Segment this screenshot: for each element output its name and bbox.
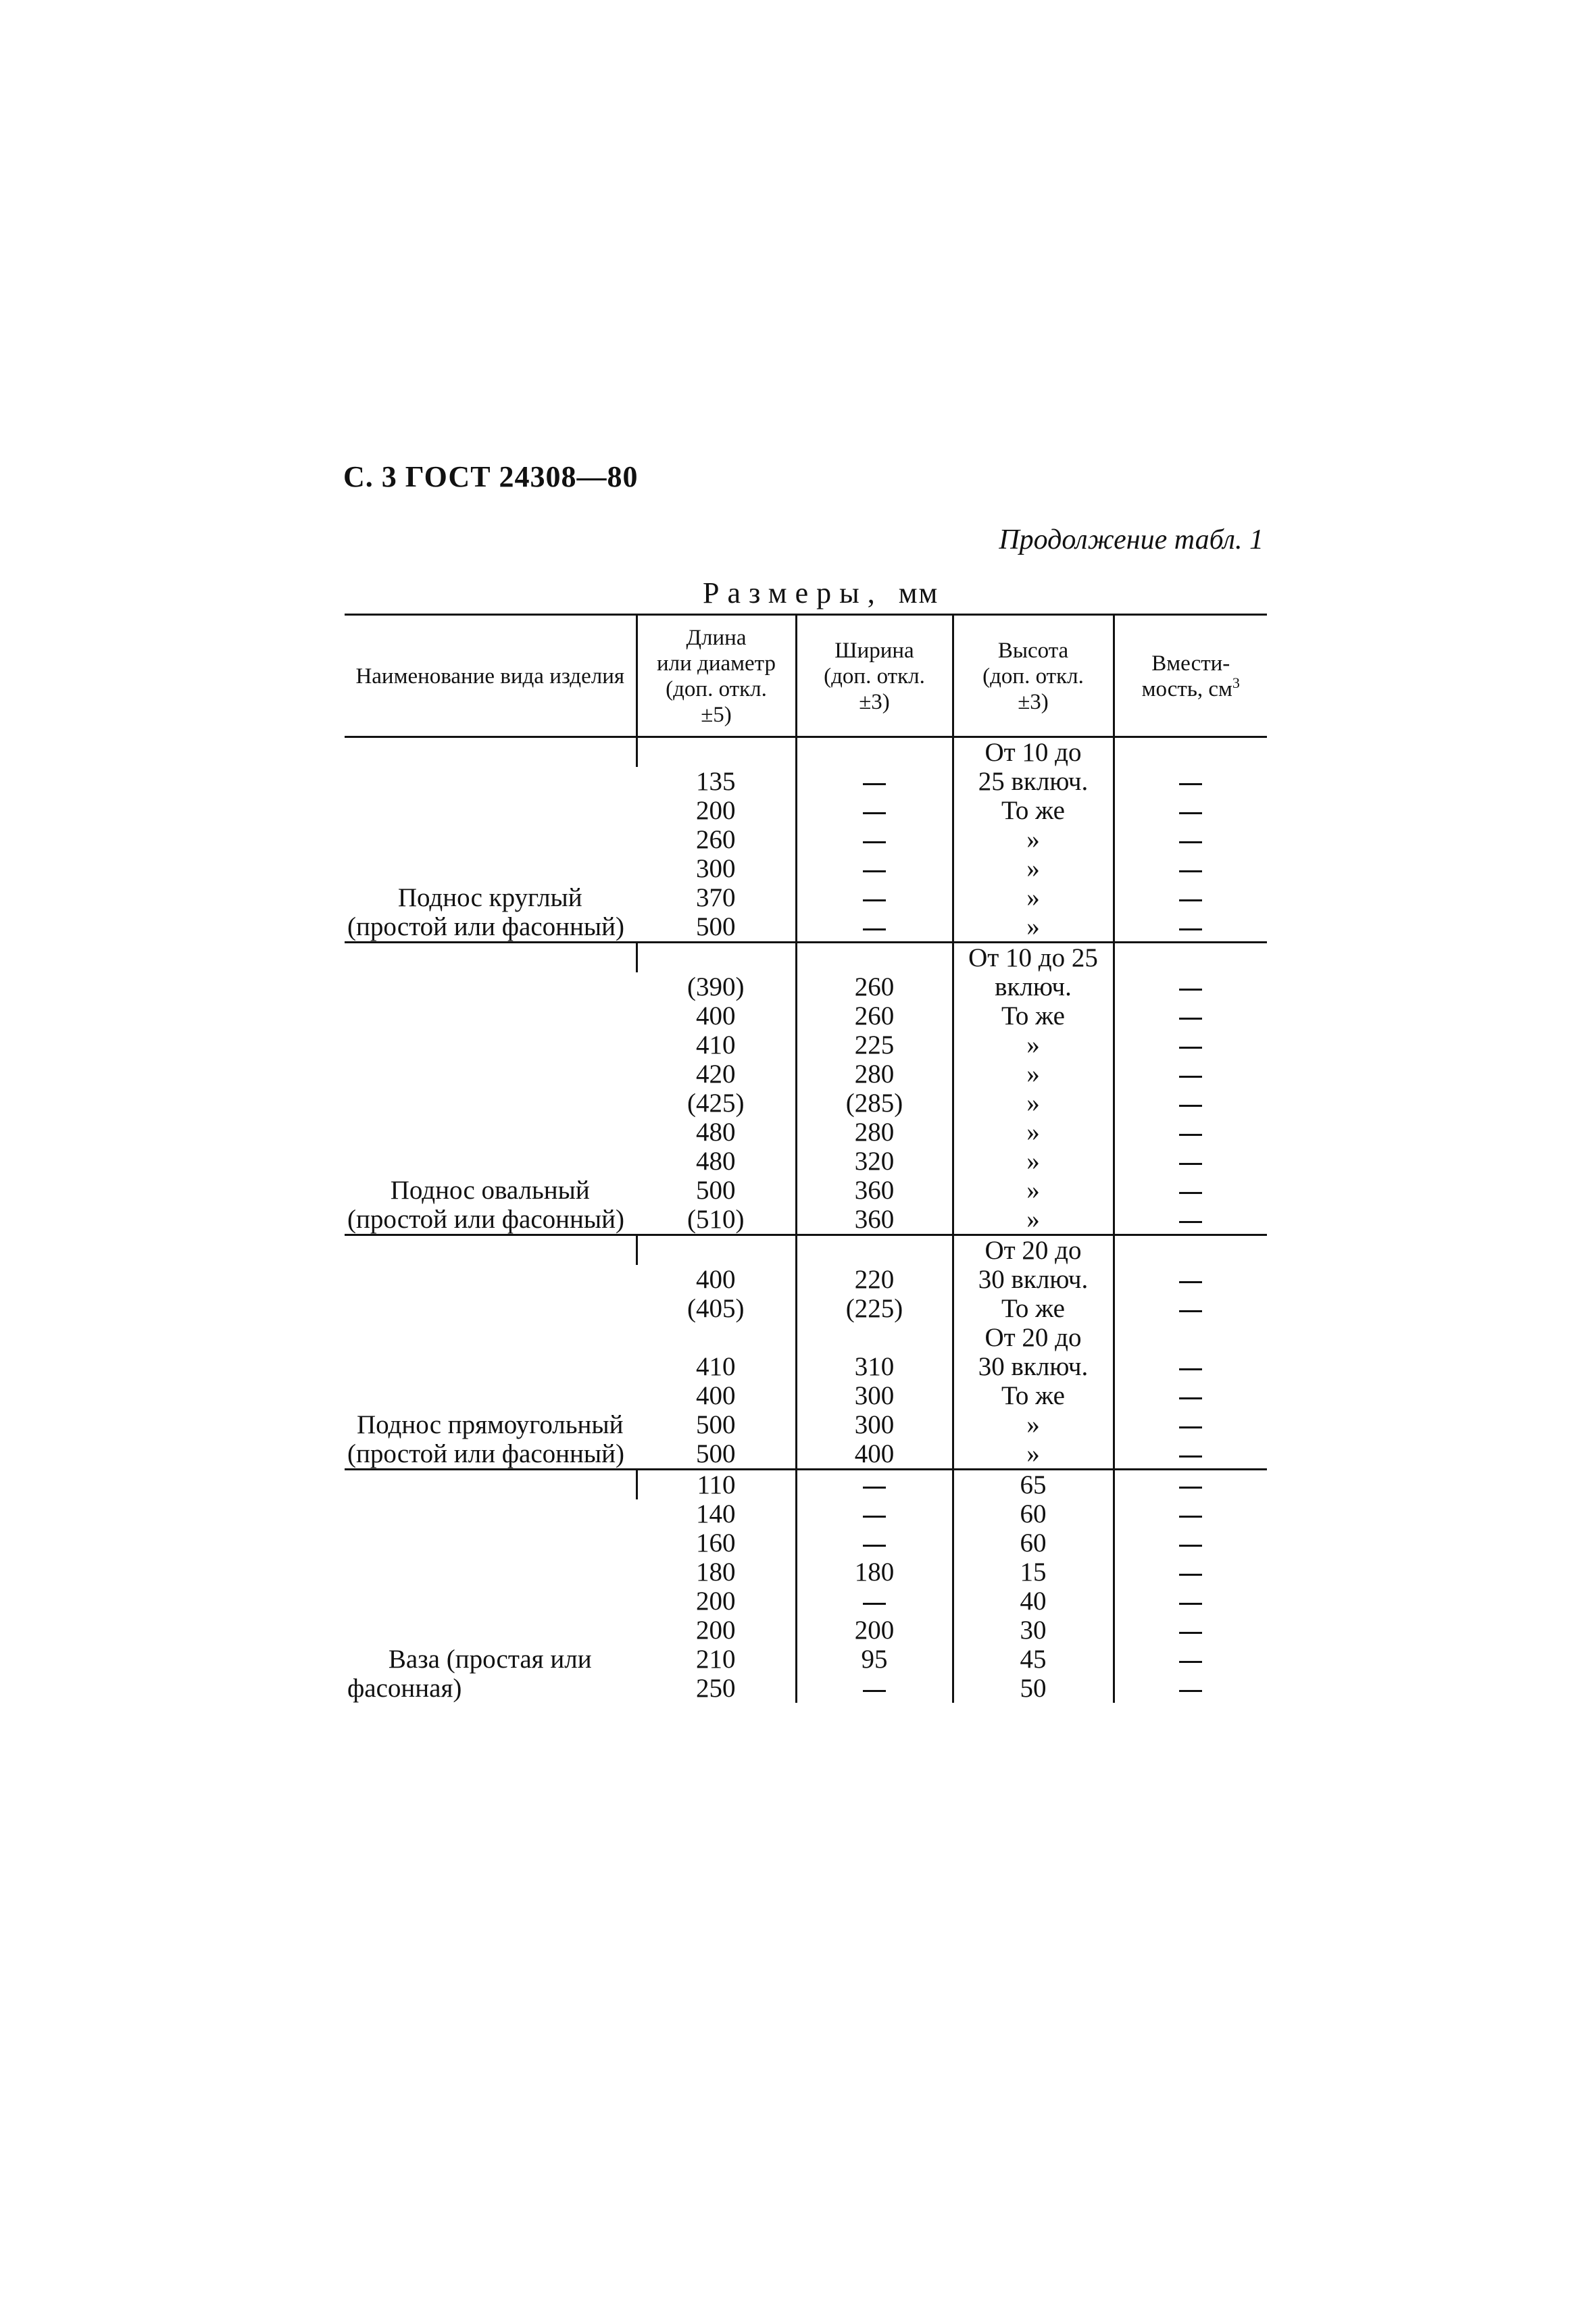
table-header — [345, 615, 1267, 737]
col-header-height-l3: ±3) — [1018, 690, 1049, 714]
col-header-length — [637, 615, 796, 737]
dash-mark — [1179, 1661, 1202, 1663]
cell-height: То же — [953, 1001, 1114, 1030]
cell-height: » — [953, 1205, 1114, 1235]
cell-height: От 20 до — [953, 1235, 1114, 1266]
dash-mark — [1179, 1281, 1202, 1283]
col-header-capacity-l1: Вмести- — [1151, 651, 1230, 676]
cell-height: » — [953, 1410, 1114, 1439]
dash-mark — [1179, 1105, 1202, 1107]
dash-mark — [1179, 989, 1202, 991]
cell-width: 300 — [796, 1381, 953, 1410]
cell-capacity — [1114, 1147, 1267, 1176]
cell-height: » — [953, 1060, 1114, 1089]
dimensions-caption — [703, 576, 939, 610]
dash-mark — [863, 1487, 886, 1489]
product-group — [345, 1235, 1267, 1470]
product-group — [345, 1470, 1267, 1703]
cell-length — [637, 737, 796, 768]
cell-capacity — [1114, 1528, 1267, 1558]
cell-capacity — [1114, 1089, 1267, 1118]
cell-height: 40 — [953, 1587, 1114, 1616]
col-header-length-l3: (доп. откл. — [666, 677, 767, 701]
dash-mark — [1179, 1487, 1202, 1489]
cell-capacity — [1114, 883, 1267, 912]
cell-width — [796, 1528, 953, 1558]
cell-capacity — [1114, 912, 1267, 943]
cell-width: 300 — [796, 1410, 953, 1439]
cell-height: 25 включ. — [953, 767, 1114, 796]
cell-capacity — [1114, 972, 1267, 1001]
table-row — [345, 1470, 1267, 1500]
cell-height: » — [953, 825, 1114, 854]
cell-length: 400 — [696, 1001, 736, 1030]
cell-height: От 10 до 25 — [953, 943, 1114, 973]
dimensions-unit: мм — [898, 576, 939, 609]
col-header-name-text: Наименование вида изделия — [355, 664, 625, 689]
cell-height: 15 — [953, 1558, 1114, 1587]
cell-height: » — [953, 1439, 1114, 1470]
cell-width: 260 — [796, 972, 953, 1001]
dash-mark — [863, 899, 886, 901]
dash-mark — [1179, 1076, 1202, 1078]
cell-width — [796, 1499, 953, 1528]
cell-capacity — [1114, 1205, 1267, 1235]
product-group — [345, 943, 1267, 1235]
cell-height: 60 — [953, 1499, 1114, 1528]
dimensions-table — [345, 614, 1267, 1703]
table-row — [345, 943, 1267, 973]
cell-width — [796, 943, 953, 973]
cell-capacity — [1114, 1265, 1267, 1294]
cell-height: 30 — [953, 1616, 1114, 1645]
dash-mark — [1179, 870, 1202, 872]
cell-capacity — [1114, 1323, 1267, 1352]
cell-width — [796, 1235, 953, 1266]
cell-height: 50 — [953, 1674, 1114, 1703]
cell-height: 60 — [953, 1528, 1114, 1558]
dash-mark — [863, 841, 886, 843]
cell-capacity — [1114, 1030, 1267, 1060]
cell-height: 30 включ. — [953, 1265, 1114, 1294]
page-reference: С. 3 ГОСТ 24308—80 — [343, 460, 639, 493]
dash-mark — [1179, 1603, 1202, 1605]
col-header-length-l4: ±5) — [701, 703, 732, 727]
header-row — [345, 615, 1267, 737]
product-name: Ваза (простая или фасонная) — [347, 1645, 592, 1703]
dash-mark — [1179, 841, 1202, 843]
cell-length: 400 — [696, 1381, 736, 1410]
product-group — [345, 737, 1267, 943]
col-header-length-l1: Длина — [686, 626, 747, 650]
cell-height: » — [953, 1176, 1114, 1205]
col-header-height-l2: (доп. откл. — [982, 664, 1084, 689]
cell-length: 480 — [696, 1118, 736, 1147]
table-row — [345, 1235, 1267, 1266]
dash-mark — [1179, 1455, 1202, 1458]
cell-height: От 20 до — [953, 1323, 1114, 1352]
dash-mark — [1179, 1018, 1202, 1020]
col-header-width-l2: (доп. откл. — [824, 664, 925, 689]
col-header-width-l1: Ширина — [834, 639, 914, 663]
dash-mark — [1179, 928, 1202, 930]
cell-capacity — [1114, 1558, 1267, 1587]
cell-capacity — [1114, 943, 1267, 973]
col-header-height-l1: Высота — [997, 639, 1069, 663]
cell-height: То же — [953, 1381, 1114, 1410]
cell-width: 180 — [796, 1558, 953, 1587]
cell-width — [796, 1674, 953, 1703]
cell-length — [637, 1323, 796, 1352]
cell-width — [796, 796, 953, 825]
product-name: Поднос прямоугольный (простой или фасонный) — [347, 1410, 624, 1468]
cell-height: 30 включ. — [953, 1352, 1114, 1381]
cell-capacity — [1114, 1235, 1267, 1266]
cell-capacity — [1114, 767, 1267, 796]
cell-length: 140 — [696, 1499, 736, 1528]
dash-mark — [1179, 1310, 1202, 1312]
cell-length: 110 — [637, 1470, 796, 1500]
cell-width: 95 — [796, 1645, 953, 1674]
cell-height: » — [953, 1089, 1114, 1118]
cell-width: 200 — [796, 1616, 953, 1645]
cell-height: » — [953, 1030, 1114, 1060]
cell-width — [796, 767, 953, 796]
cell-length: 210 — [696, 1645, 736, 1674]
cell-height: От 10 до — [953, 737, 1114, 768]
product-name: Поднос овальный (простой или фасонный) — [347, 1176, 624, 1234]
dash-mark — [1179, 1368, 1202, 1370]
cell-height: 65 — [953, 1470, 1114, 1500]
cell-width: 225 — [796, 1030, 953, 1060]
cell-length: (390) — [687, 972, 745, 1001]
cell-width: 280 — [796, 1118, 953, 1147]
col-header-width-l3: ±3) — [859, 690, 890, 714]
col-header-height — [953, 615, 1114, 737]
cell-capacity — [1114, 1176, 1267, 1205]
cell-height: » — [953, 854, 1114, 883]
col-header-capacity — [1114, 615, 1267, 737]
cell-capacity — [1114, 1499, 1267, 1528]
cell-capacity — [1114, 796, 1267, 825]
dash-mark — [863, 1545, 886, 1547]
cell-capacity — [1114, 737, 1267, 768]
dash-mark — [1179, 812, 1202, 814]
cell-capacity — [1114, 1410, 1267, 1439]
cell-height: » — [953, 1118, 1114, 1147]
cell-width: 360 — [796, 1176, 953, 1205]
cell-height: То же — [953, 796, 1114, 825]
cell-length: 410 — [696, 1352, 736, 1381]
cell-capacity — [1114, 1352, 1267, 1381]
cell-length — [637, 943, 796, 973]
dash-mark — [1179, 1134, 1202, 1136]
cell-width: 360 — [796, 1205, 953, 1235]
cell-length: 420 — [696, 1060, 736, 1089]
cell-width — [796, 737, 953, 768]
cell-length: 500 — [696, 1439, 736, 1468]
dash-mark — [863, 1690, 886, 1692]
cell-capacity — [1114, 1118, 1267, 1147]
cell-capacity — [1114, 1060, 1267, 1089]
cell-height: 45 — [953, 1645, 1114, 1674]
dash-mark — [1179, 1163, 1202, 1165]
cell-capacity — [1114, 1645, 1267, 1674]
cell-height: » — [953, 883, 1114, 912]
cell-capacity — [1114, 1001, 1267, 1030]
cell-width: 310 — [796, 1352, 953, 1381]
dash-mark — [863, 783, 886, 785]
dash-mark — [1179, 1192, 1202, 1194]
cell-length: 480 — [696, 1147, 736, 1176]
cell-height: То же — [953, 1294, 1114, 1323]
cell-length: 410 — [696, 1030, 736, 1060]
cell-width: 400 — [796, 1439, 953, 1470]
table-row — [345, 737, 1267, 768]
cell-capacity — [1114, 1470, 1267, 1500]
cell-length: 400 — [696, 1265, 736, 1294]
cell-width: 260 — [796, 1001, 953, 1030]
cell-length — [637, 1235, 796, 1266]
cell-width: 320 — [796, 1147, 953, 1176]
cell-length: 200 — [696, 796, 736, 825]
cell-length: 250 — [696, 1674, 736, 1703]
cell-height: включ. — [953, 972, 1114, 1001]
cell-length: 500 — [696, 1410, 736, 1439]
col-header-name — [345, 615, 637, 737]
cell-length: 160 — [696, 1528, 736, 1558]
cell-length: 370 — [696, 883, 736, 912]
cell-length: 260 — [696, 825, 736, 854]
dash-mark — [863, 812, 886, 814]
cell-capacity — [1114, 825, 1267, 854]
dimensions-caption-text: Размеры, — [703, 576, 883, 609]
dash-mark — [1179, 783, 1202, 785]
table-continuation-label: Продолжение табл. 1 — [999, 524, 1264, 555]
dash-mark — [863, 928, 886, 930]
cell-capacity — [1114, 1381, 1267, 1410]
cell-length: 200 — [696, 1587, 736, 1616]
cell-capacity — [1114, 1439, 1267, 1470]
cell-width: 280 — [796, 1060, 953, 1089]
cell-length: 200 — [696, 1616, 736, 1645]
dash-mark — [1179, 1397, 1202, 1399]
cell-width — [796, 1587, 953, 1616]
dash-mark — [863, 1603, 886, 1605]
cell-width: 220 — [796, 1265, 953, 1294]
cell-length: 300 — [696, 854, 736, 883]
cell-capacity — [1114, 854, 1267, 883]
cell-width — [796, 854, 953, 883]
cell-length: (510) — [687, 1205, 745, 1234]
dash-mark — [1179, 1632, 1202, 1634]
cell-length: (405) — [687, 1294, 745, 1323]
dash-mark — [863, 870, 886, 872]
dash-mark — [1179, 1545, 1202, 1547]
dash-mark — [1179, 1047, 1202, 1049]
cell-width — [796, 825, 953, 854]
dash-mark — [1179, 1690, 1202, 1692]
cell-capacity — [1114, 1294, 1267, 1323]
dash-mark — [1179, 1516, 1202, 1518]
cell-width — [796, 1323, 953, 1352]
dash-mark — [1179, 899, 1202, 901]
dash-mark — [863, 1516, 886, 1518]
dash-mark — [1179, 1426, 1202, 1428]
cell-width — [796, 883, 953, 912]
cell-height: » — [953, 912, 1114, 943]
cell-width — [796, 1470, 953, 1500]
col-header-width — [796, 615, 953, 737]
cell-width: (285) — [796, 1089, 953, 1118]
cell-capacity — [1114, 1616, 1267, 1645]
col-header-capacity-l2: мость, см — [1141, 677, 1232, 701]
cell-width: (225) — [796, 1294, 953, 1323]
cell-length: 135 — [696, 767, 736, 796]
cell-width — [796, 912, 953, 943]
dash-mark — [1179, 1221, 1202, 1223]
cell-capacity — [1114, 1674, 1267, 1703]
cell-length: (425) — [687, 1089, 745, 1118]
cell-capacity — [1114, 1587, 1267, 1616]
col-header-length-l2: или диаметр — [657, 651, 776, 676]
cell-length: 500 — [696, 912, 736, 941]
dash-mark — [1179, 1574, 1202, 1576]
cell-height: » — [953, 1147, 1114, 1176]
product-name: Поднос круглый (простой или фасонный) — [347, 883, 624, 941]
col-header-capacity-sup: 3 — [1232, 674, 1240, 691]
cell-length: 500 — [696, 1176, 736, 1205]
cell-length: 180 — [696, 1558, 736, 1587]
